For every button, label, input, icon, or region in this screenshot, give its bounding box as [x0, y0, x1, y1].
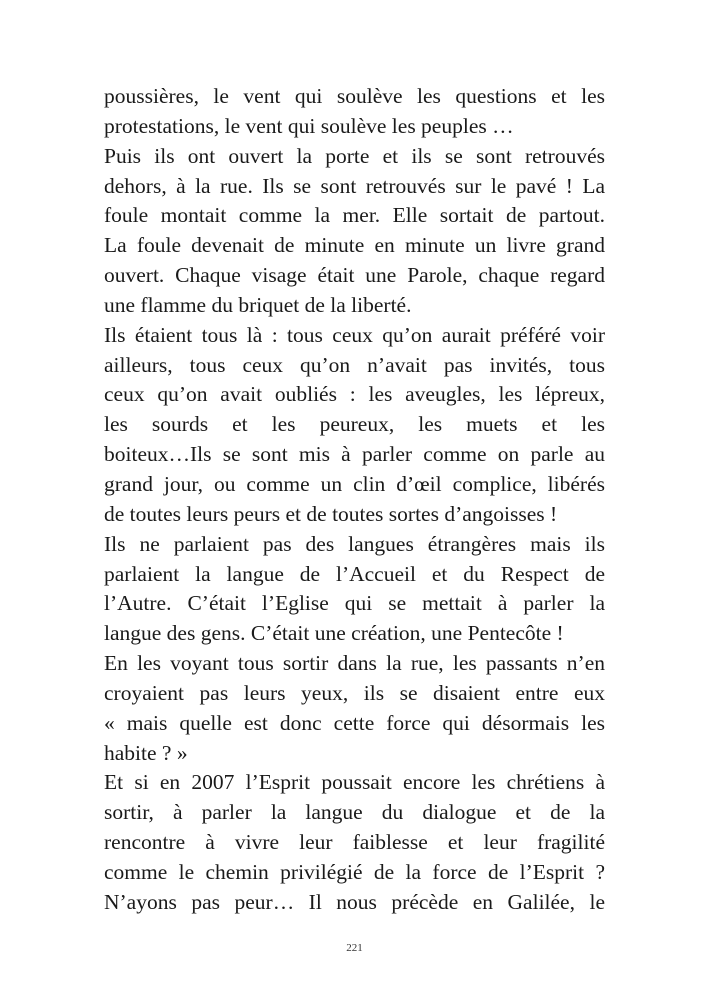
text-line: parlaient la langue de l’Accueil et du Respect de: [104, 561, 605, 586]
text-line: La foule devenait de minute en minute un livre grand: [104, 233, 605, 258]
text-line: boiteux…Ils se sont mis à parler comme on parle au: [104, 442, 605, 467]
text-line: de toutes leurs peurs et de toutes sortes d’angoisses !: [104, 501, 558, 526]
text-line: protestations, le vent qui soulève les peuples …: [104, 113, 514, 138]
paragraph: [104, 530, 605, 649]
text-line: croyaient pas leurs yeux, ils se disaient entre eux: [104, 680, 605, 705]
text-line: dehors, à la rue. Ils se sont retrouvés sur le pavé ! La: [104, 173, 605, 198]
paragraph: [104, 142, 605, 321]
text-line: ceux qu’on avait oubliés : les aveugles, les lépreux,: [104, 382, 605, 407]
text-line: Ils étaient tous là : tous ceux qu’on aurait préféré voir: [104, 322, 605, 347]
paragraph: [104, 82, 605, 142]
text-line: ailleurs, tous ceux qu’on n’avait pas invités, tous: [104, 352, 605, 377]
text-line: grand jour, ou comme un clin d’œil complice, libérés: [104, 471, 605, 496]
text-line: « mais quelle est donc cette force qui désormais les: [104, 710, 605, 735]
text-line: sortir, à parler la langue du dialogue et de la: [104, 800, 605, 825]
paragraph: [104, 768, 605, 917]
text-line: foule montait comme la mer. Elle sortait de partout.: [104, 203, 605, 228]
text-line: l’Autre. C’était l’Eglise qui se mettait à parler la: [104, 591, 605, 616]
text-line: une flamme du briquet de la liberté.: [104, 292, 412, 317]
text-line: En les voyant tous sortir dans la rue, les passants n’en: [104, 651, 605, 676]
paragraph: [104, 649, 605, 768]
text-line: comme le chemin privilégié de la force de l’Esprit ?: [104, 859, 605, 884]
text-line: habite ? »: [104, 740, 188, 765]
text-line: langue des gens. C’était une création, une Pentecôte !: [104, 621, 564, 646]
text-line: les sourds et les peureux, les muets et les: [104, 412, 605, 437]
text-line: rencontre à vivre leur faiblesse et leur fragilité: [104, 830, 605, 855]
paragraph: [104, 321, 605, 530]
text-line: poussières, le vent qui soulève les questions et les: [104, 84, 605, 108]
text-line: ouvert. Chaque visage était une Parole, chaque regard: [104, 263, 605, 288]
text-line: Ils ne parlaient pas des langues étrangères mais ils: [104, 531, 605, 556]
text-line: Et si en 2007 l’Esprit poussait encore les chrétiens à: [104, 770, 605, 795]
page-number: 221: [346, 942, 363, 954]
text-line: N’ayons pas peur… Il nous précède en Galilée, le: [104, 889, 605, 914]
text-line: Puis ils ont ouvert la porte et ils se sont retrouvés: [104, 143, 605, 168]
body-text: [104, 82, 605, 918]
